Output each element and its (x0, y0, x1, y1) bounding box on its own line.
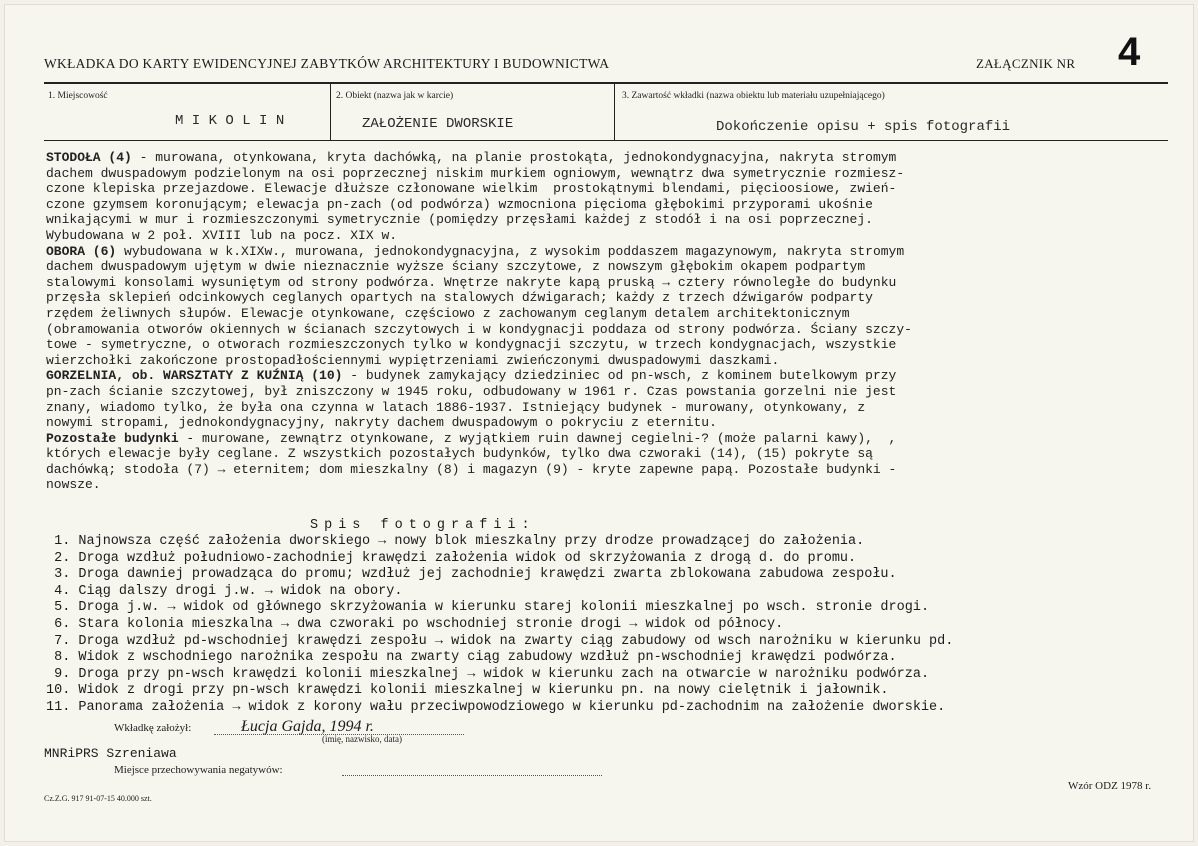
desc-line: Pozostałe budynki - murowane, zewnątrz otynkowane, z wyjątkiem ruin dawnej cegielni-? (może palarni kawy), , (46, 430, 897, 446)
attachment-number: 4 (1118, 30, 1141, 74)
photo-item: 4. Ciąg dalszy drogi j.w. → widok na obory. (46, 583, 403, 599)
desc-line: nowymi stropami, jednokondygnacyjny, nakryty dachem dwuspadowym o pokryciu z eternitu. (46, 415, 717, 431)
photo-list-title: Spis fotografii: (310, 518, 536, 533)
photo-list (46, 534, 953, 717)
print-code: Cz.Z.G. 917 91-07-15 40.000 szt. (44, 794, 152, 803)
desc-line: wierzchołki zakończone prostopadłościennymi wypiętrzeniami zwieńczonymi dwuspadowymi daszkami. (46, 352, 780, 368)
field-object-label: 2. Obiekt (nazwa jak w karcie) (336, 91, 454, 101)
negatives-location-line (342, 775, 602, 776)
header-rule-bottom (44, 140, 1168, 141)
photo-item: 3. Droga dawniej prowadząca do promu; wzdłuż jej zachodniej krawędzi zwarta zblokowana zabudowa zespołu. (46, 567, 897, 583)
prepared-by-signature: Łucja Gajda, 1994 r. (241, 718, 374, 735)
heading-stodola: STODOŁA (4) (46, 150, 132, 165)
desc-line: Wybudowana w 2 poł. XVIII lub na pocz. XIX w. (46, 227, 398, 243)
description-text (46, 150, 1166, 493)
photo-item: 10. Widok z drogi przy pn-wsch krawędzi kolonii mieszkalnej w kierunku pn. na nowy cielętnik i jałownik. (46, 683, 889, 699)
desc-line: dachówką; stodoła (7) → eternitem; dom mieszkalny (8) i magazyn (9) - kryte zapewne papą. Pozostałe budynki - (46, 461, 897, 477)
desc-line: przęsła sklepień odcinkowych ceglanych opartych na stalowych dźwigarach; każdy z trzech dźwigarów podparty (46, 290, 873, 306)
heading-obora: OBORA (6) (46, 243, 117, 259)
field-locality-label: 1. Miejscowość (48, 91, 108, 101)
photo-item: 8. Widok z wschodniego narożnika zespołu na zwarty ciąg zabudowy wzdłuż pn-wschodniej krawędzi podwórza. (46, 650, 897, 666)
desc-line: znany, wiadomo tylko, że była ona czynna w latach 1886-1937. Istniejący budynek - murowany, otynkowany, z (46, 399, 866, 415)
photo-item: 5. Droga j.w. → widok od głównego skrzyżowania w kierunku starej kolonii mieszkalnej po wsch. stronie drogi. (46, 600, 930, 616)
desc-line: GORZELNIA, ob. WARSZTATY Z KUŹNIĄ (10) - budynek zamykający dziedziniec od pn-wsch, z kominem butelkowym przy (46, 368, 897, 384)
desc-line: dachem dwuspadowym podzielonym na osi poprzecznej niskim murkiem ogniowym, wewnątrz dwa symetrycznie rozmiesz- (46, 165, 905, 181)
desc-line: wnikającymi w mur i rozmieszczonymi symetrycznie (pomiędzy przęsłami każdej z stodół i na osi poprzecznej. (46, 212, 873, 228)
desc-line: (obramowania otworów okiennych w ścianach szczytowych i w kondygnacji poddaza od strony podwórza. Ściany szczy- (46, 321, 912, 337)
desc-line: rzędem żeliwnych słupów. Elewacje otynkowane, częściowo z zachowanym ceglanym detalem architektonicznym (46, 305, 850, 321)
desc-line: nowsze. (46, 477, 101, 493)
prepared-by-caption: (imię, nazwisko, data) (322, 734, 402, 744)
prepared-by-label: Wkładkę założył: (114, 722, 192, 734)
field-contents-value: Dokończenie opisu + spis fotografii (716, 119, 1011, 135)
desc-line: których elewacje były ceglane. Z wszystkich pozostałych budynków, tylko dwa czworaki (14), (15) pokryte są (46, 446, 873, 462)
desc-line: czone klepiska przejazdowe. Elewacje dłuższe członowane wielkim prostokątnymi blendami, pięcioosiowe, zwień- (46, 181, 897, 197)
photo-item: 1. Najnowsza część założenia dworskiego → nowy blok mieszkalny przy drodze prowadzącej do założenia. (46, 534, 865, 549)
field-locality-value: M I K O L I N (175, 113, 285, 129)
photo-item: 7. Droga wzdłuż pd-wschodniej krawędzi zespołu → widok na zwarty ciąg zabudowy od wsch narożniku w kierunku pd. (46, 633, 954, 649)
field-divider-2 (614, 84, 615, 140)
negatives-location-label: Miejsce przechowywania negatywów: (114, 764, 283, 776)
institution-stamp: MNRiPRS Szreniawa (44, 746, 177, 761)
heading-gorzelnia: GORZELNIA, ob. WARSZTATY Z KUŹNIĄ (10) (46, 368, 343, 384)
desc-line: stalowymi konsolami wysuniętym od strony podwórza. Wnętrze nakryte kapą pruską → cztery równoległe do budynku (46, 274, 897, 290)
photo-item: 11. Panorama założenia → widok z korony wału przeciwpowodziowego w kierunku pd-zachodnim na założenie dworskie. (46, 699, 946, 715)
photo-item: 9. Droga przy pn-wsch krawędzi kolonii mieszkalnej → widok w kierunku zach na otwarcie w narożniku podwórza. (46, 666, 930, 682)
form-template-code: Wzór ODZ 1978 r. (1068, 780, 1152, 792)
form-title: WKŁADKA DO KARTY EWIDENCYJNEJ ZABYTKÓW ARCHITEKTURY I BUDOWNICTWA (44, 56, 610, 71)
desc-line: dachem dwuspadowym ujętym w dwie nieznacznie wyższe ściany szczytowe, z nowszym głębokim okapem podpartym (46, 259, 866, 275)
field-object-value: ZAŁOŻENIE DWORSKIE (362, 116, 514, 132)
desc-line: pn-zach ścianie szczytowej, był zniszczony w 1945 roku, odbudowany w 1961 r. Czas powstania gorzelni nie jest (46, 383, 897, 399)
attachment-label: ZAŁĄCZNIK NR (976, 56, 1076, 71)
field-divider-1 (330, 84, 331, 140)
photo-item: 6. Stara kolonia mieszkalna → dwa czworaki po wschodniej stronie drogi → widok od północy. (46, 616, 784, 632)
heading-pozostale: Pozostałe budynki (46, 430, 179, 446)
desc-line: STODOŁA (4) - murowana, otynkowana, kryta dachówką, na planie prostokąta, jednokondygnacyjna, nakryta stromym (46, 150, 897, 165)
desc-line: OBORA (6) wybudowana w k.XIXw., murowana, jednokondygnacyjna, z wysokim poddaszem magazynowym, nakryta stromym (46, 243, 905, 259)
desc-line: czone gzymsem koronującym; elewacja pn-zach (od podwórza) wzmocniona pięcioma głębokimi przyporami ukośnie (46, 196, 873, 212)
desc-line: towe - symetryczne, o otworach rozmieszczonych tylko w kondygnacji szczytu, w trzech kondygnacjach, wszystkie (46, 337, 897, 353)
photo-item: 2. Droga wzdłuż południowo-zachodniej krawędzi założenia widok od skrzyżowania z drogą d. do promu. (46, 550, 857, 566)
header-rule-top (44, 82, 1168, 84)
field-contents-label: 3. Zawartość wkładki (nazwa obiektu lub materiału uzupełniającego) (622, 91, 885, 101)
